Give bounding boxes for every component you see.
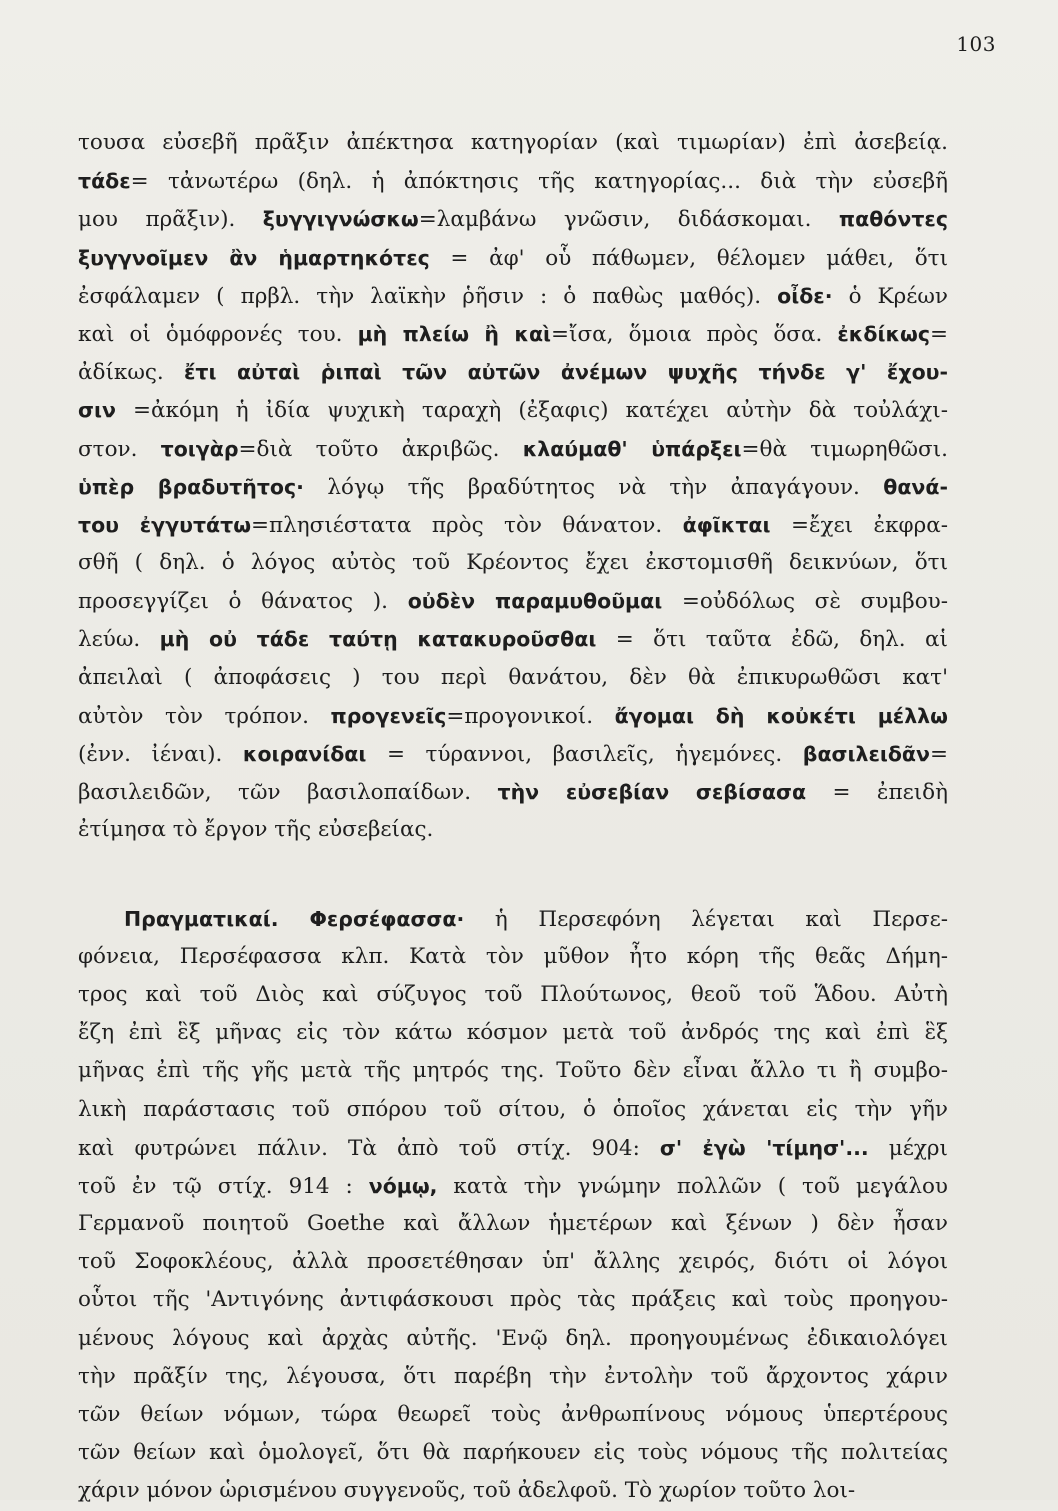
text-line — [78, 430, 948, 468]
lemma-bold: ἔτι αὐταὶ ῥιπαὶ τῶν αὐτῶν ἀνέμων ψυχῆς τήνδε γ' ἔχου- — [184, 360, 948, 385]
text-line — [78, 811, 948, 849]
text-segment: τοῦ Σοφοκλέους, ἀλλὰ προσετέθησαν ὑπ' ἄλλης χειρός, διότι οἱ λόγοι — [78, 1249, 948, 1275]
text-line — [78, 1396, 948, 1434]
text-line — [78, 544, 948, 582]
text-line — [78, 773, 948, 811]
lemma-bold: τοιγὰρ — [160, 436, 239, 461]
text-line — [78, 1129, 948, 1167]
text-segment: =οὐδόλως σὲ συμβου- — [662, 589, 948, 615]
lemma-bold: βασιλειδᾶν — [802, 742, 930, 766]
text-line — [78, 1243, 948, 1281]
paragraph-gap — [78, 850, 948, 900]
text-segment: = ὅτι ταῦτα ἐδῶ, δηλ. αἱ — [596, 627, 948, 653]
lemma-bold: παθόντες — [838, 207, 948, 232]
text-segment: μέχρι — [868, 1135, 948, 1161]
text-segment: μῆνας ἐπὶ τῆς γῆς μετὰ τῆς μητρός της. Τοῦτο δὲν εἶναι ἄλλο τι ἢ συμβο- — [78, 1058, 948, 1084]
lemma-bold: νόμῳ, — [368, 1173, 438, 1198]
text-line — [78, 162, 948, 200]
lemma-bold: ὑπὲρ βραδυτῆτος· — [78, 474, 304, 499]
text-line — [78, 938, 948, 976]
lemma-bold: ἐκδίκως — [837, 321, 930, 346]
text-line — [78, 620, 948, 658]
text-segment: =ἔχει ἐκφρα- — [770, 512, 948, 538]
text-segment: = τύραννοι, βασιλεῖς, ἡγεμόνες. — [366, 742, 803, 767]
text-line — [78, 1434, 948, 1472]
text-segment: ἔζη ἐπὶ ἓξ μῆνας εἰς τὸν κάτω κόσμον μετὰ τοῦ ἀνδρός της καὶ ἐπὶ ἓξ — [78, 1020, 948, 1046]
text-line — [78, 1320, 948, 1358]
lemma-bold: ἄγομαι δὴ κοὐκέτι μέλλω — [614, 703, 948, 728]
lemma-bold: μὴ οὐ τάδε ταύτῃ κατακυροῦσθαι — [159, 627, 597, 652]
text-segment: σθῆ ( δηλ. ὁ λόγος αὐτὸς τοῦ Κρέοντος ἔχει ἐκστομισθῆ δεικνύων, ὅτι — [78, 550, 948, 576]
text-line — [78, 1472, 948, 1510]
text-segment: τοῦ ἐν τῷ στίχ. 914 : — [78, 1173, 369, 1199]
lemma-bold: κοιρανίδαι — [242, 742, 367, 766]
text-line — [78, 735, 948, 773]
text-segment: βασιλειδῶν, τῶν βασιλοπαίδων. — [78, 780, 498, 806]
text-line — [78, 391, 948, 429]
text-line — [78, 582, 948, 620]
text-segment: =θὰ τιμωρηθῶσι. — [741, 436, 948, 462]
text-line — [78, 506, 948, 544]
text-line — [78, 900, 948, 938]
lemma-bold: του ἐγγυτάτω — [78, 512, 252, 537]
text-line — [78, 1014, 948, 1052]
commentary-text — [78, 124, 948, 1511]
text-segment: =προγονικοί. — [446, 703, 615, 729]
text-segment: λικὴ παράστασις τοῦ σπόρου τοῦ σίτου, ὁ ὁποῖος χάνεται εἰς τὴν γῆν — [78, 1096, 948, 1122]
text-line — [78, 1091, 948, 1129]
text-segment: τῶν θείων νόμων, τώρα θεωρεῖ τοὺς ἀνθρωπίνους νόμους ὑπερτέρους — [78, 1402, 948, 1427]
lemma-bold: ξυγγιγνώσκω — [262, 207, 419, 232]
text-segment: χάριν μόνον ὡρισμένου συγγενοῦς, τοῦ ἀδελφοῦ. Τὸ χωρίον τοῦτο λοι- — [78, 1478, 856, 1504]
text-segment: τουσα εὐσεβῆ πρᾶξιν ἀπέκτησα κατηγορίαν (καὶ τιμωρίαν) ἐπὶ ἀσεβείᾳ. — [78, 130, 948, 155]
text-line — [78, 1167, 948, 1205]
text-segment: = ἀφ' οὗ πάθωμεν, θέλομεν μάθει, ὅτι — [429, 245, 948, 271]
text-segment: ἐτίμησα τὸ ἔργον τῆς εὐσεβείας. — [78, 817, 434, 843]
text-segment: =ἴσα, ὅμοια πρὸς ὅσα. — [551, 321, 838, 347]
text-line — [78, 1205, 948, 1243]
text-segment: ἡ Περσεφόνη λέγεται καὶ Περσε- — [464, 906, 948, 932]
text-line — [78, 659, 948, 697]
text-segment: ἀδίκως. — [78, 360, 184, 386]
text-segment: λεύω. — [78, 627, 160, 653]
text-line — [78, 1358, 948, 1396]
lemma-bold: Πραγματικαί. Φερσέφασσα· — [124, 906, 465, 931]
lemma-bold: οὐδὲν παραμυθοῦμαι — [407, 589, 663, 614]
lemma-bold: ξυγγνοῖμεν ἂν ἡμαρτηκότες — [78, 245, 430, 270]
text-line — [78, 1281, 948, 1319]
text-line — [78, 315, 948, 353]
text-segment: προσεγγίζει ὁ θάνατος ). — [78, 589, 408, 615]
text-segment: =διὰ τοῦτο ἀκριβῶς. — [238, 436, 523, 462]
lemma-bold: προγενεῖς — [330, 703, 447, 728]
text-line — [78, 277, 948, 315]
text-segment: =ἀκόμη ἡ ἰδία ψυχικὴ ταραχὴ (ἐξαφις) κατέχει αὐτὴν δὰ τοὐλάχι- — [115, 398, 948, 424]
lemma-bold: σ' ἐγὼ 'τίμησ'... — [659, 1135, 869, 1160]
text-segment: μένους λόγους καὶ ἀρχὰς αὐτῆς. 'Ενῷ δηλ. προηγουμένως ἐδικαιολόγει — [78, 1325, 948, 1351]
text-segment: = ἐπειδὴ — [806, 780, 948, 806]
text-segment: καὶ οἱ ὁμόφρονές του. — [78, 321, 358, 347]
text-segment: κατὰ τὴν γνώμην πολλῶν ( τοῦ μεγάλου — [437, 1173, 948, 1199]
text-segment: = — [929, 742, 948, 767]
text-segment: ἐσφάλαμεν ( πρβλ. τὴν λαϊκὴν ῥῆσιν : ὁ παθὼς μαθός). — [78, 283, 778, 309]
text-segment: =πλησιέστατα πρὸς τὸν θάνατον. — [251, 512, 683, 538]
lemma-bold: ἀφῖκται — [682, 512, 771, 537]
lemma-bold: τάδε — [78, 169, 131, 194]
text-line — [78, 200, 948, 238]
text-line — [78, 353, 948, 391]
lemma-bold: μὴ πλείω ἢ καὶ — [357, 321, 552, 346]
lemma-bold: σιν — [78, 398, 116, 423]
text-segment: ὁ Κρέων — [832, 283, 948, 309]
text-segment: μου πρᾶξιν). — [78, 207, 263, 233]
text-segment: φόνεια, Περσέφασσα κλπ. Κατὰ τὸν μῦθον ἦτο κόρη τῆς θεᾶς Δήμη- — [78, 943, 948, 969]
page-number: 103 — [956, 32, 996, 56]
text-segment: τρος καὶ τοῦ Διὸς καὶ σύζυγος τοῦ Πλούτωνος, θεοῦ τοῦ Ἅδου. Αὐτὴ — [78, 981, 948, 1007]
text-line — [78, 697, 948, 735]
text-segment: καὶ φυτρώνει πάλιν. Τὰ ἀπὸ τοῦ στίχ. 904: — [78, 1135, 660, 1161]
text-segment: = — [929, 321, 948, 347]
text-line — [78, 468, 948, 506]
text-line — [78, 124, 948, 162]
lemma-bold: κλαύμαθ' ὑπάρξει — [522, 436, 742, 461]
lemma-bold: θανά- — [883, 474, 948, 499]
lemma-bold: τὴν εὐσεβίαν σεβίσασα — [497, 780, 807, 805]
text-segment: λόγῳ τῆς βραδύτητος νὰ τὴν ἀπαγάγουν. — [303, 474, 884, 500]
lemma-bold: οἶδε· — [777, 283, 833, 308]
text-segment: (ἐνν. ἰέναι). — [78, 742, 243, 767]
text-segment: τῶν θείων καὶ ὁμολογεῖ, ὅτι θὰ παρήκουεν εἰς τοὺς νόμους τῆς πολιτείας — [78, 1440, 948, 1466]
text-segment: οὗτοι τῆς 'Αντιγόνης ἀντιφάσκουσι πρὸς τὰς πράξεις καὶ τοὺς προηγου- — [78, 1287, 948, 1313]
text-segment: ἀπειλαὶ ( ἀποφάσεις ) του περὶ θανάτου, δὲν θὰ ἐπικυρωθῶσι κατ' — [78, 664, 948, 690]
text-line — [78, 239, 948, 277]
text-segment: αὐτὸν τὸν τρόπον. — [78, 703, 331, 729]
text-segment: τὴν πρᾶξίν της, λέγουσα, ὅτι παρέβη τὴν ἐντολὴν τοῦ ἄρχοντος χάριν — [78, 1363, 948, 1389]
text-segment: =λαμβάνω γνῶσιν, διδάσκομαι. — [418, 207, 839, 233]
text-line — [78, 1052, 948, 1090]
text-segment: Γερμανοῦ ποιητοῦ Goethe καὶ ἄλλων ἡμετέρων καὶ ξένων ) δὲν ἦσαν — [78, 1211, 948, 1237]
text-segment: στον. — [78, 436, 161, 462]
text-segment: = τἀνωτέρω (δηλ. ἡ ἀπόκτησις τῆς κατηγορίας... διὰ τὴν εὐσεβῆ — [130, 169, 948, 195]
text-line — [78, 976, 948, 1014]
